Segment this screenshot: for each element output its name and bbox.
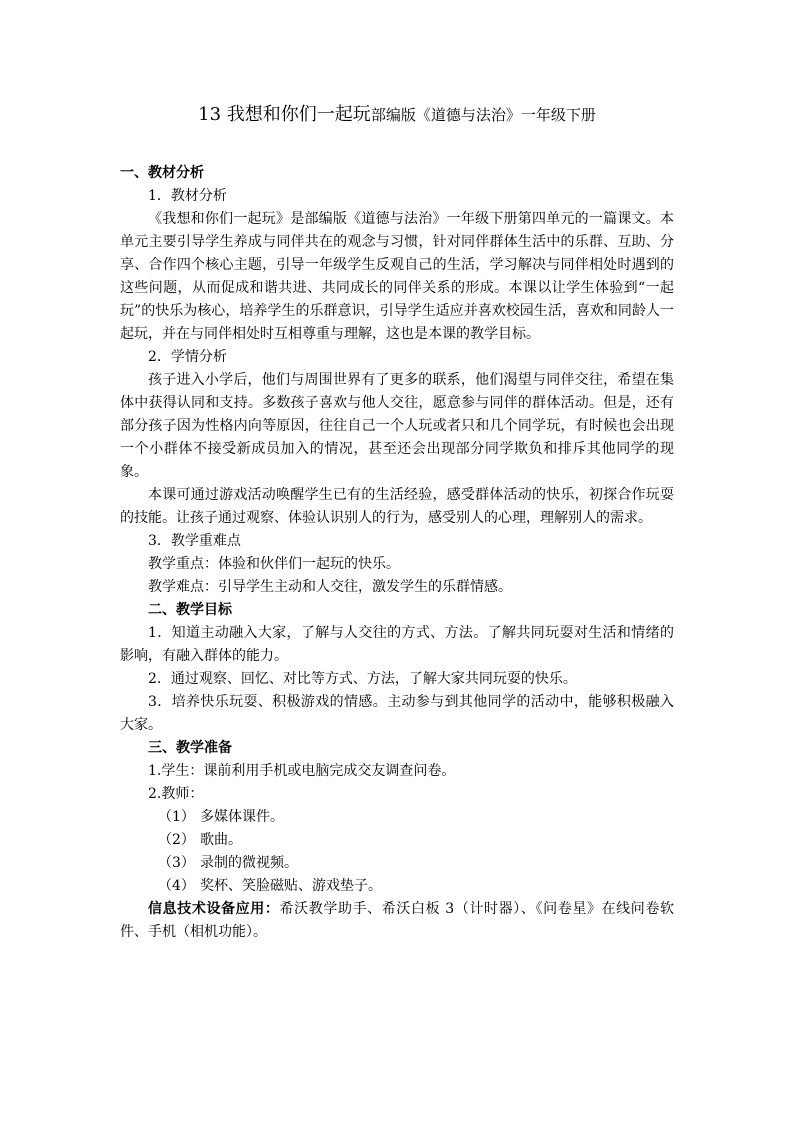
subheading-material-analysis: 1．教材分析 [148, 188, 227, 204]
paragraph-student-analysis-1: 孩子进入小学后，他们与周围世界有了更多的联系，他们渴望与同伴交往，希望在集体中获得认同和支持。多数孩子喜欢与他人交往，愿意参与同伴的群体活动。但是，还有部分孩子因为性格内向等原因，往往自己一个人玩或者只和几个同学玩，有时候也会出现一个小群体不接受新成员加入的情况，甚至还会出现部分同学欺负和排斥其他同学的现象。 [120, 372, 674, 480]
list-item-text: 多媒体课件。 [200, 809, 284, 825]
title-main: 13 我想和你们一起玩 [198, 104, 371, 125]
list-item [120, 852, 674, 875]
list-item [120, 829, 674, 852]
page-title [120, 100, 674, 130]
title-subtitle: 部编版《道德与法治》一年级下册 [370, 106, 596, 124]
goal-item-1: 1．知道主动融入大家，了解与人交往的方式、方法。了解共同玩耍对生活和情绪的影响，有融入群体的能力。 [120, 625, 674, 664]
goal-item-3: 3．培养快乐玩耍、积极游戏的情感。主动参与到其他同学的活动中，能够积极融入大家。 [120, 694, 674, 733]
document-page [120, 100, 674, 944]
paragraph-material-analysis: 《我想和你们一起玩》是部编版《道德与法治》一年级下册第四单元的一篇课文。本单元主要引导学生养成与同伴共在的观念与习惯，针对同伴群体生活中的乐群、互助、分享、合作四个核心主题，引导一年级学生反观自己的生活，学习解决与同伴相处时遇到的这些问题，从而促成和谐共进、共同成长的同伴关系的形成。本课以让学生体验到“一起玩”的快乐为核心，培养学生的乐群意识，引导学生适应并喜欢校园生活，喜欢和同龄人一起玩，并在与同伴相处时互相尊重与理解，这也是本课的教学目标。 [120, 211, 674, 342]
paragraph-tech-equipment [120, 898, 674, 944]
list-item [120, 875, 674, 898]
list-item-text: 奖杯、笑脸磁贴、游戏垫子。 [200, 878, 382, 894]
list-item [120, 806, 674, 829]
teaching-difficult-point: 教学难点：引导学生主动和人交往，激发学生的乐群情感。 [148, 579, 512, 595]
subheading-key-points: 3．教学重难点 [148, 533, 241, 549]
tech-equipment-text: 希沃教学助手、希沃白板 3（计时器）、《问卷星》在线问卷软件、手机（相机功能）。 [120, 901, 675, 940]
preparation-student: 1.学生：课前利用手机或电脑完成交友调查问卷。 [148, 763, 456, 779]
list-item-text: 录制的微视频。 [200, 855, 298, 871]
list-item-number: （2） [158, 832, 195, 848]
section-heading-teaching-preparation: 三、教学准备 [148, 740, 232, 756]
list-item-text: 歌曲。 [200, 832, 242, 848]
preparation-teacher: 2.教师： [148, 786, 204, 802]
list-item-number: （4） [158, 878, 195, 894]
section-heading-teaching-material: 一、教材分析 [120, 165, 204, 181]
list-item-number: （3） [158, 855, 195, 871]
document-body [120, 162, 674, 944]
subheading-student-analysis: 2．学情分析 [148, 349, 227, 365]
tech-equipment-label: 信息技术设备应用： [148, 901, 280, 917]
goal-item-2: 2．通过观察、回忆、对比等方式、方法，了解大家共同玩耍的快乐。 [148, 671, 577, 687]
section-heading-teaching-goals: 二、教学目标 [148, 602, 232, 618]
paragraph-student-analysis-2: 本课可通过游戏活动唤醒学生已有的生活经验，感受群体活动的快乐，初探合作玩耍的技能。让孩子通过观察、体验认识别人的行为，感受别人的心理，理解别人的需求。 [120, 487, 674, 526]
teaching-key-point: 教学重点：体验和伙伴们一起玩的快乐。 [148, 556, 400, 572]
list-item-number: （1） [158, 809, 195, 825]
